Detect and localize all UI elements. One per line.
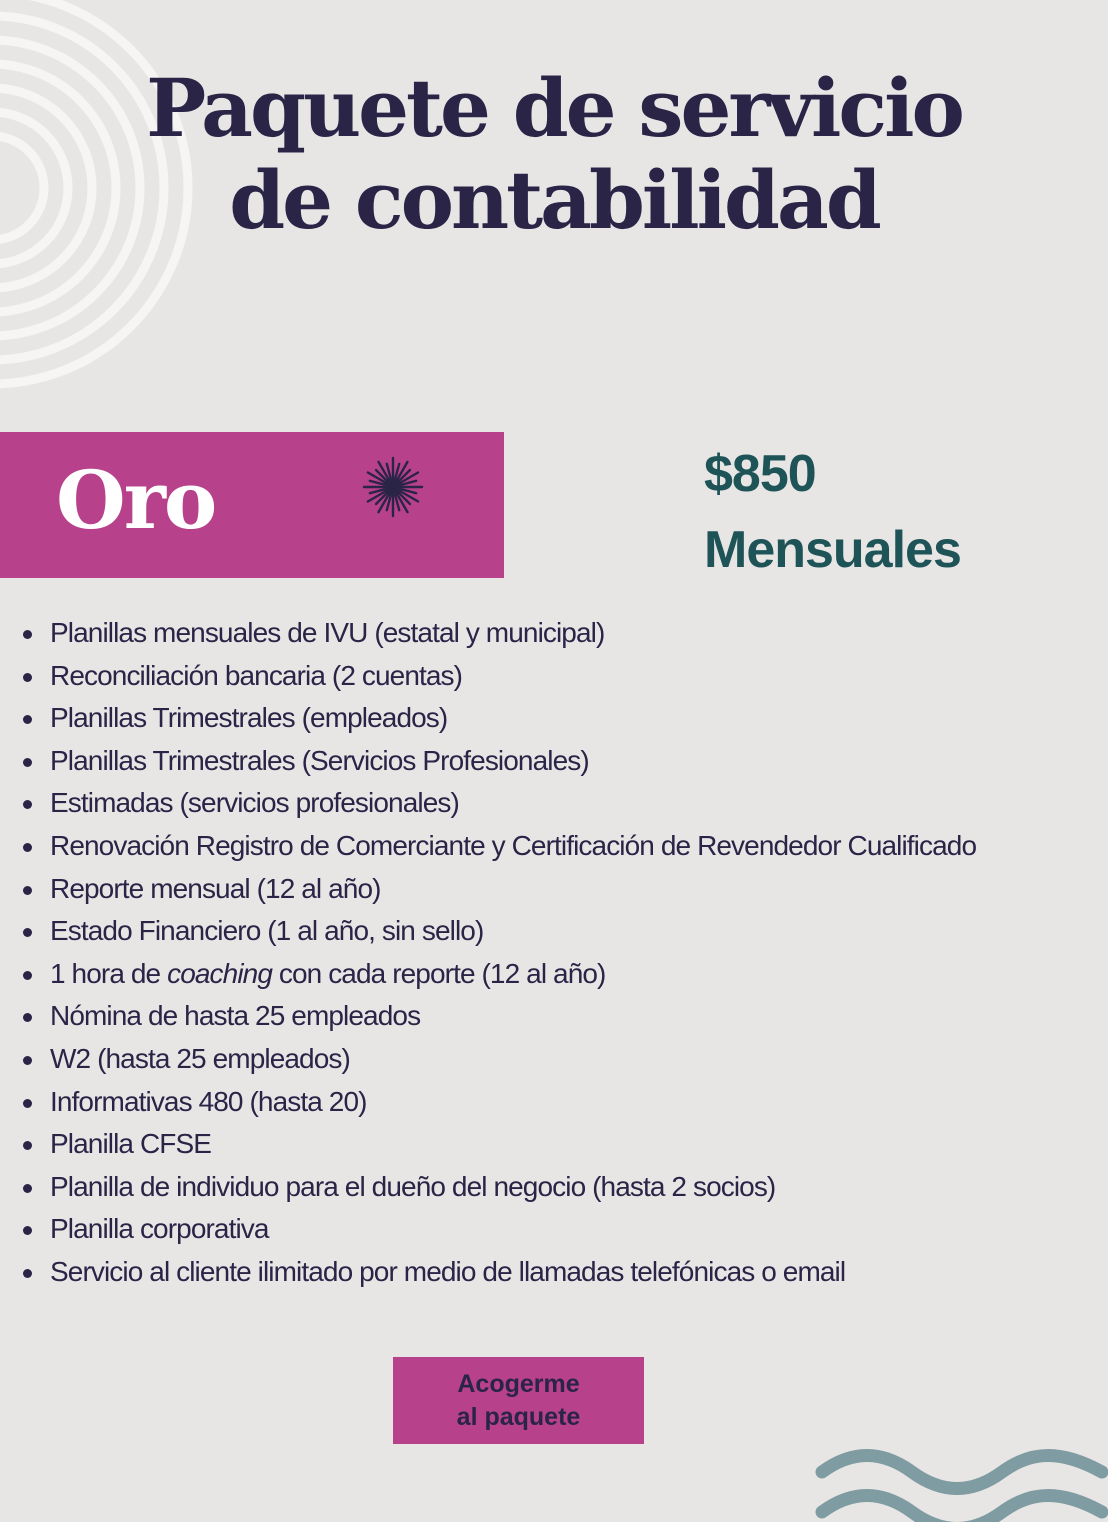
feature-item: Planillas Trimestrales (empleados) xyxy=(0,697,1100,740)
feature-text: 1 hora de xyxy=(50,957,168,989)
feature-text: con cada reporte (12 al año) xyxy=(272,957,606,989)
title-line-1: Paquete de servicio xyxy=(146,61,962,155)
cta-line-2: al paquete xyxy=(456,1402,581,1431)
page-title xyxy=(0,62,1108,246)
feature-emphasis: coaching xyxy=(167,957,272,989)
feature-item: Planillas Trimestrales (Servicios Profesionales) xyxy=(0,740,1100,783)
waves-icon xyxy=(812,1440,1108,1522)
feature-item: Reconciliación bancaria (2 cuentas) xyxy=(0,655,1100,698)
title-line-2: de contabilidad xyxy=(229,153,879,247)
feature-item xyxy=(0,953,1100,996)
price-amount: $850 xyxy=(704,445,816,503)
plan-price xyxy=(704,436,961,588)
feature-item: Estado Financiero (1 al año, sin sello) xyxy=(0,910,1100,953)
plan-name: Oro xyxy=(56,453,216,547)
features-list xyxy=(0,612,1100,1294)
feature-item: Reporte mensual (12 al año) xyxy=(0,868,1100,911)
feature-item: Renovación Registro de Comerciante y Certificación de Revendedor Cualificado xyxy=(0,825,1100,868)
price-period: Mensuales xyxy=(704,521,961,579)
join-package-button[interactable] xyxy=(393,1357,644,1444)
feature-item: Informativas 480 (hasta 20) xyxy=(0,1081,1100,1124)
feature-item: Planillas mensuales de IVU (estatal y municipal) xyxy=(0,612,1100,655)
starburst-icon xyxy=(362,456,424,518)
feature-item: Estimadas (servicios profesionales) xyxy=(0,782,1100,825)
feature-item: W2 (hasta 25 empleados) xyxy=(0,1038,1100,1081)
feature-item: Nómina de hasta 25 empleados xyxy=(0,995,1100,1038)
feature-item: Planilla corporativa xyxy=(0,1208,1100,1251)
feature-item: Planilla CFSE xyxy=(0,1123,1100,1166)
cta-line-1: Acogerme xyxy=(457,1369,580,1398)
feature-item: Servicio al cliente ilimitado por medio de llamadas telefónicas o email xyxy=(0,1251,1100,1294)
feature-item: Planilla de individuo para el dueño del negocio (hasta 2 socios) xyxy=(0,1166,1100,1209)
